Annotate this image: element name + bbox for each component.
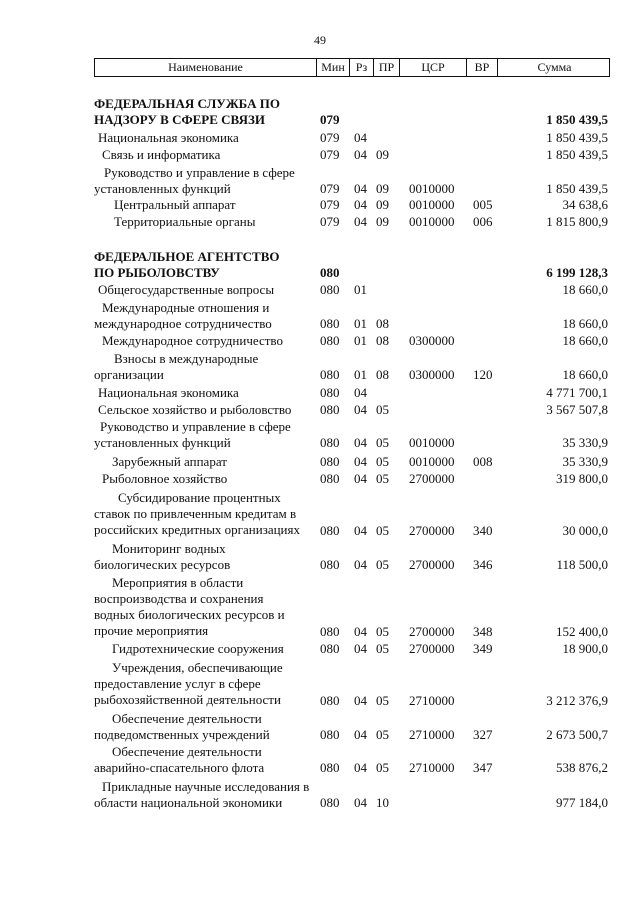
row-name: Гидротехнические сооружения — [112, 641, 284, 656]
row-min: 079 — [320, 112, 340, 127]
row-rz: 04 — [354, 760, 367, 775]
row-rz: 04 — [354, 523, 367, 538]
row-sum: 35 330,9 — [562, 435, 608, 450]
row-min: 080 — [320, 454, 340, 469]
row-csr: 0300000 — [409, 367, 455, 382]
row-rz: 01 — [354, 316, 367, 331]
row-name: Зарубежный аппарат — [112, 454, 227, 469]
row-rz: 04 — [354, 641, 367, 656]
row-min: 080 — [320, 641, 340, 656]
row-pr: 05 — [376, 471, 389, 486]
row-name: Территориальные органы — [114, 214, 256, 229]
row-sum: 18 660,0 — [562, 367, 608, 382]
row-rz: 04 — [354, 435, 367, 450]
row-min: 079 — [320, 181, 340, 196]
row-name: Субсидирование процентных ставок по привлеченным кредитам в российских кредитных организациях — [94, 490, 300, 537]
row-vr: 340 — [473, 523, 493, 538]
header-csr: ЦСР — [399, 59, 466, 76]
row-vr: 120 — [473, 367, 493, 382]
row-name: Центральный аппарат — [114, 197, 236, 212]
row-sum: 18 660,0 — [562, 316, 608, 331]
row-rz: 04 — [354, 727, 367, 742]
row-sum: 118 500,0 — [556, 557, 608, 572]
row-pr: 09 — [376, 147, 389, 162]
row-name: ФЕДЕРАЛЬНОЕ АГЕНТСТВО ПО РЫБОЛОВСТВУ — [94, 249, 280, 280]
row-rz: 04 — [354, 197, 367, 212]
row-min: 079 — [320, 197, 340, 212]
row-sum: 34 638,6 — [562, 197, 608, 212]
row-pr: 05 — [376, 727, 389, 742]
row-min: 080 — [320, 471, 340, 486]
row-rz: 04 — [354, 214, 367, 229]
row-vr: 349 — [473, 641, 493, 656]
row-rz: 01 — [354, 367, 367, 382]
row-csr: 2710000 — [409, 760, 455, 775]
header-rz: Рз — [349, 59, 373, 76]
row-csr: 2700000 — [409, 641, 455, 656]
row-name: Рыболовное хозяйство — [102, 471, 228, 486]
row-name: Руководство и управление в сфере установленных функций — [94, 165, 295, 196]
row-csr: 0010000 — [409, 454, 455, 469]
row-pr: 05 — [376, 402, 389, 417]
row-csr: 2700000 — [409, 471, 455, 486]
row-sum: 1 850 439,5 — [546, 130, 608, 145]
row-min: 080 — [320, 265, 340, 280]
row-csr: 0010000 — [409, 197, 455, 212]
row-name: Международные отношения и международное сотрудничество — [94, 300, 272, 331]
row-name: Связь и информатика — [102, 147, 221, 162]
row-vr: 327 — [473, 727, 493, 742]
row-sum: 2 673 500,7 — [546, 727, 608, 742]
row-rz: 04 — [354, 624, 367, 639]
row-min: 080 — [320, 367, 340, 382]
row-min: 080 — [320, 693, 340, 708]
row-sum: 538 876,2 — [556, 760, 608, 775]
row-pr: 05 — [376, 624, 389, 639]
row-rz: 01 — [354, 282, 367, 297]
row-rz: 01 — [354, 333, 367, 348]
row-csr: 2710000 — [409, 693, 455, 708]
row-pr: 05 — [376, 557, 389, 572]
row-min: 079 — [320, 214, 340, 229]
row-sum: 35 330,9 — [562, 454, 608, 469]
row-sum: 152 400,0 — [556, 624, 608, 639]
row-name: Национальная экономика — [98, 130, 239, 145]
header-vr: ВР — [466, 59, 497, 76]
row-vr: 348 — [473, 624, 493, 639]
row-sum: 977 184,0 — [556, 795, 608, 810]
row-sum: 18 660,0 — [562, 282, 608, 297]
row-csr: 0300000 — [409, 333, 455, 348]
row-name: Общегосударственные вопросы — [98, 282, 275, 297]
row-csr: 2700000 — [409, 624, 455, 639]
row-csr: 2710000 — [409, 727, 455, 742]
row-vr: 006 — [473, 214, 493, 229]
page-number: 49 — [314, 33, 326, 47]
row-name: Обеспечение деятельности аварийно-спасательного флота — [94, 744, 265, 775]
row-sum: 1 815 800,9 — [546, 214, 608, 229]
row-pr: 08 — [376, 316, 389, 331]
row-pr: 05 — [376, 435, 389, 450]
header-sum: Сумма — [497, 59, 611, 76]
row-vr: 008 — [473, 454, 493, 469]
row-name: Мероприятия в области воспроизводства и сохранения водных биологических ресурсов и прочие мероприятия — [94, 575, 285, 638]
row-csr: 0010000 — [409, 214, 455, 229]
row-name: Международное сотрудничество — [102, 333, 283, 348]
row-sum: 1 850 439,5 — [546, 147, 608, 162]
row-pr: 05 — [376, 641, 389, 656]
row-pr: 09 — [376, 197, 389, 212]
row-min: 080 — [320, 760, 340, 775]
row-name: Национальная экономика — [98, 385, 239, 400]
row-sum: 3 567 507,8 — [546, 402, 608, 417]
row-rz: 04 — [354, 147, 367, 162]
row-rz: 04 — [354, 557, 367, 572]
row-sum: 4 771 700,1 — [546, 385, 608, 400]
row-name: Прикладные научные исследования в области национальной экономики — [94, 779, 310, 810]
row-min: 080 — [320, 316, 340, 331]
row-pr: 10 — [376, 795, 389, 810]
row-rz: 04 — [354, 454, 367, 469]
row-rz: 04 — [354, 471, 367, 486]
row-pr: 05 — [376, 693, 389, 708]
row-name: Взносы в международные организации — [94, 351, 259, 382]
row-rz: 04 — [354, 795, 367, 810]
row-name: ФЕДЕРАЛЬНАЯ СЛУЖБА ПО НАДЗОРУ В СФЕРЕ СВЯЗИ — [94, 96, 280, 127]
row-name: Сельское хозяйство и рыболовство — [98, 402, 292, 417]
row-csr: 2700000 — [409, 523, 455, 538]
row-min: 080 — [320, 523, 340, 538]
row-sum: 1 850 439,5 — [546, 181, 608, 196]
row-sum: 18 900,0 — [562, 641, 608, 656]
row-min: 080 — [320, 385, 340, 400]
row-sum: 18 660,0 — [562, 333, 608, 348]
row-sum: 319 800,0 — [556, 471, 608, 486]
row-pr: 05 — [376, 454, 389, 469]
row-sum: 1 850 439,5 — [546, 112, 608, 127]
row-csr: 2700000 — [409, 557, 455, 572]
row-rz: 04 — [354, 385, 367, 400]
row-pr: 09 — [376, 214, 389, 229]
row-pr: 05 — [376, 523, 389, 538]
row-min: 079 — [320, 147, 340, 162]
row-min: 080 — [320, 402, 340, 417]
row-rz: 04 — [354, 402, 367, 417]
row-min: 080 — [320, 333, 340, 348]
row-name: Мониторинг водных биологических ресурсов — [94, 541, 231, 572]
header-name: Наименование — [168, 60, 243, 74]
row-vr: 347 — [473, 760, 493, 775]
row-name: Руководство и управление в сфере установленных функций — [94, 419, 291, 450]
row-pr: 08 — [376, 367, 389, 382]
row-min: 080 — [320, 727, 340, 742]
row-name: Учреждения, обеспечивающие предоставление услуг в сфере рыбохозяйственной деятельности — [94, 660, 283, 707]
row-min: 080 — [320, 795, 340, 810]
header-pr: ПР — [373, 59, 399, 76]
row-rz: 04 — [354, 181, 367, 196]
row-min: 080 — [320, 624, 340, 639]
row-sum: 30 000,0 — [562, 523, 608, 538]
row-rz: 04 — [354, 130, 367, 145]
row-rz: 04 — [354, 693, 367, 708]
row-pr: 08 — [376, 333, 389, 348]
row-min: 080 — [320, 557, 340, 572]
row-min: 080 — [320, 282, 340, 297]
header-min: Мин — [316, 59, 349, 76]
row-vr: 005 — [473, 197, 493, 212]
row-sum: 6 199 128,3 — [546, 265, 608, 280]
row-pr: 09 — [376, 181, 389, 196]
row-vr: 346 — [473, 557, 493, 572]
row-pr: 05 — [376, 760, 389, 775]
row-name: Обеспечение деятельности подведомственных учреждений — [94, 711, 270, 742]
row-min: 079 — [320, 130, 340, 145]
row-min: 080 — [320, 435, 340, 450]
row-sum: 3 212 376,9 — [546, 693, 608, 708]
row-csr: 0010000 — [409, 181, 455, 196]
row-csr: 0010000 — [409, 435, 455, 450]
